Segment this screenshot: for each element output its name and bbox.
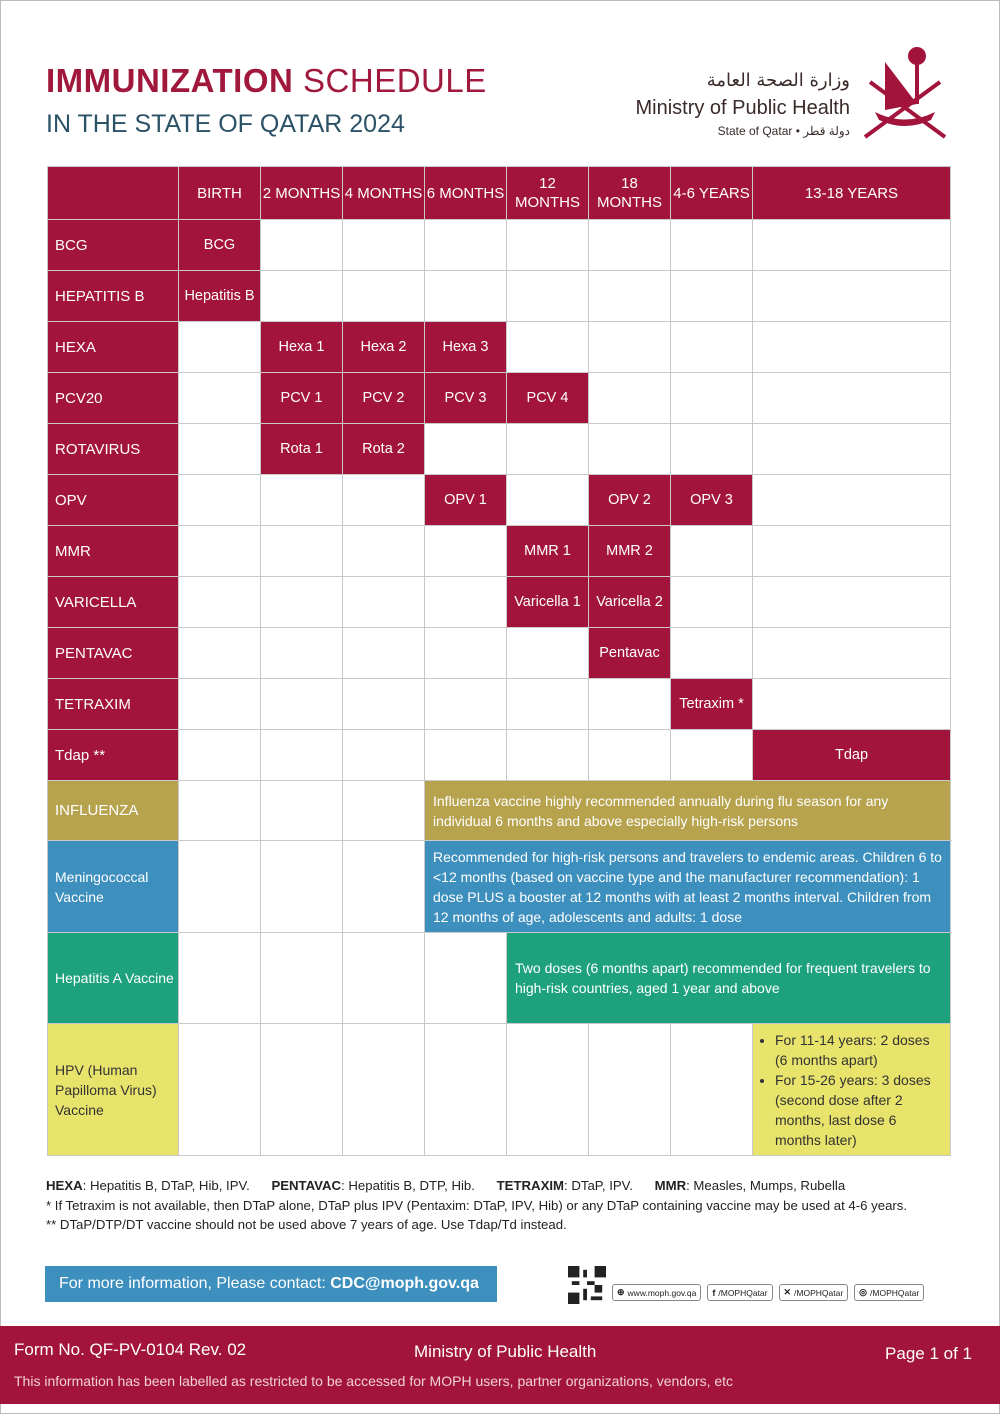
row-label: MMR: [48, 526, 179, 577]
table-row: [48, 424, 951, 475]
dose-cell: Hepatitis B: [179, 271, 261, 322]
dose-cell: BCG: [179, 220, 261, 271]
footer-ministry: Ministry of Public Health: [414, 1342, 597, 1361]
header-corner: [48, 167, 179, 220]
dose-cell: OPV 3: [671, 475, 753, 526]
table-row: [48, 373, 951, 424]
table-row: [48, 271, 951, 322]
page-subtitle: IN THE STATE OF QATAR 2024: [46, 110, 405, 138]
row-label: PENTAVAC: [48, 628, 179, 679]
x-icon: ✕: [783, 1287, 792, 1297]
recommendation-cell: [753, 1024, 951, 1156]
table-row: [48, 781, 951, 841]
dose-cell: OPV 2: [589, 475, 671, 526]
row-label: VARICELLA: [48, 577, 179, 628]
dose-cell: Hexa 1: [261, 322, 343, 373]
dose-cell: OPV 1: [425, 475, 507, 526]
row-label: OPV: [48, 475, 179, 526]
recommendation-cell: Influenza vaccine highly recommended annually during flu season for any individual 6 months and above especially high-risk persons: [425, 781, 951, 841]
website-link[interactable]: ⊕ www.moph.gov.qa: [612, 1284, 701, 1301]
recommendation-cell: Recommended for high-risk persons and travelers to endemic areas. Children 6 to <12 months (based on vaccine type and the manufacturer recommendation): 1 dose PLUS a booster at 12 months with at least 2 months interval. Children from 12 months of age, adolescents and adults: 1 dose: [425, 841, 951, 933]
footnote-tdap: ** DTaP/DTP/DT vaccine should not be used above 7 years of age. Use Tdap/Td instead.: [46, 1217, 567, 1232]
dose-cell: Rota 1: [261, 424, 343, 475]
dose-cell: Rota 2: [343, 424, 425, 475]
dose-cell: Hexa 3: [425, 322, 507, 373]
abbreviations: HEXA: Hepatitis B, DTaP, Hib, IPV. PENTAVAC: Hepatitis B, DTP, Hib. TETRAXIM: DTaP, IPV. MMR: Measles, Mumps, Rubella: [46, 1178, 846, 1193]
restriction-notice: This information has been labelled as restricted to be accessed for MOPH users, partner organizations, vendors, etc: [14, 1373, 734, 1389]
table-row: [48, 933, 951, 1024]
row-label: ROTAVIRUS: [48, 424, 179, 475]
state-line: State of Qatar • دولة قطر: [717, 124, 850, 138]
page-number: Page 1 of 1: [885, 1344, 972, 1363]
ministry-name: Ministry of Public Health: [635, 97, 850, 119]
table-row: [48, 628, 951, 679]
footnote-tetraxim: * If Tetraxim is not available, then DTaP alone, DTaP plus IPV (Pentaxim: DTaP, IPV, Hib) or any DTaP containing vaccine may be used at 4-6 years.: [46, 1197, 908, 1213]
column-header: 4 MONTHS: [343, 167, 425, 220]
table-row: [48, 1024, 951, 1156]
dose-cell: MMR 1: [507, 526, 589, 577]
globe-icon: ⊕: [617, 1287, 625, 1297]
dose-cell: MMR 2: [589, 526, 671, 577]
row-label: PCV20: [48, 373, 179, 424]
table-row: [48, 475, 951, 526]
column-header: 12 MONTHS: [507, 167, 589, 220]
footer-bar: [0, 1326, 1000, 1404]
recommendation-cell: Two doses (6 months apart) recommended for frequent travelers to high-risk countries, aged 1 year and above: [507, 933, 951, 1024]
facebook-icon: f: [712, 1287, 716, 1298]
dose-cell: PCV 1: [261, 373, 343, 424]
row-label: Meningococcal Vaccine: [48, 841, 179, 933]
qatar-emblem-icon: [855, 42, 955, 142]
column-header: 18 MONTHS: [589, 167, 671, 220]
dose-cell: Varicella 1: [507, 577, 589, 628]
footnotes: [46, 1176, 956, 1235]
row-label: HEPATITIS B: [48, 271, 179, 322]
table-row: [48, 322, 951, 373]
table-row: [48, 841, 951, 933]
row-label: HEXA: [48, 322, 179, 373]
hpv-bullet: • For 15-26 years: 3 doses (second dose after 2 months, last dose 6 months later): [775, 1070, 942, 1150]
contact-banner: For more information, Please contact: CDC@moph.gov.qa: [45, 1266, 497, 1302]
table-row: [48, 220, 951, 271]
dose-cell: Tetraxim *: [671, 679, 753, 730]
table-row: [48, 730, 951, 781]
hpv-bullet: • For 11-14 years: 2 doses (6 months apart): [775, 1030, 942, 1070]
row-label: TETRAXIM: [48, 679, 179, 730]
dose-cell: PCV 4: [507, 373, 589, 424]
social-links: [612, 1284, 924, 1301]
x-link[interactable]: ✕ /MOPHQatar: [779, 1284, 849, 1301]
facebook-link[interactable]: f /MOPHQatar: [707, 1284, 772, 1301]
column-header: 4-6 YEARS: [671, 167, 753, 220]
row-label: INFLUENZA: [48, 781, 179, 841]
instagram-icon: ◎: [859, 1287, 868, 1297]
table-header-row: [48, 167, 951, 220]
ministry-name-arabic: وزارة الصحة العامة: [706, 70, 850, 91]
form-number: Form No. QF-PV-0104 Rev. 02: [14, 1340, 247, 1359]
dose-cell: Tdap: [753, 730, 951, 781]
dose-cell: PCV 2: [343, 373, 425, 424]
row-label: HPV (Human Papilloma Virus) Vaccine: [48, 1024, 179, 1156]
row-label: BCG: [48, 220, 179, 271]
column-header: 2 MONTHS: [261, 167, 343, 220]
dose-cell: Pentavac: [589, 628, 671, 679]
column-header: 6 MONTHS: [425, 167, 507, 220]
dose-cell: Hexa 2: [343, 322, 425, 373]
column-header: BIRTH: [179, 167, 261, 220]
dose-cell: Varicella 2: [589, 577, 671, 628]
table-row: [48, 679, 951, 730]
immunization-table: [47, 166, 951, 1156]
row-label: Hepatitis A Vaccine: [48, 933, 179, 1024]
table-row: [48, 577, 951, 628]
column-header: 13-18 YEARS: [753, 167, 951, 220]
row-label: Tdap **: [48, 730, 179, 781]
qr-code-icon[interactable]: [568, 1266, 606, 1304]
dose-cell: PCV 3: [425, 373, 507, 424]
contact-email-link[interactable]: CDC@moph.gov.qa: [330, 1275, 479, 1292]
instagram-link[interactable]: ◎ /MOPHQatar: [854, 1284, 924, 1301]
table-row: [48, 526, 951, 577]
page-title: IMMUNIZATION SCHEDULE: [46, 62, 487, 99]
